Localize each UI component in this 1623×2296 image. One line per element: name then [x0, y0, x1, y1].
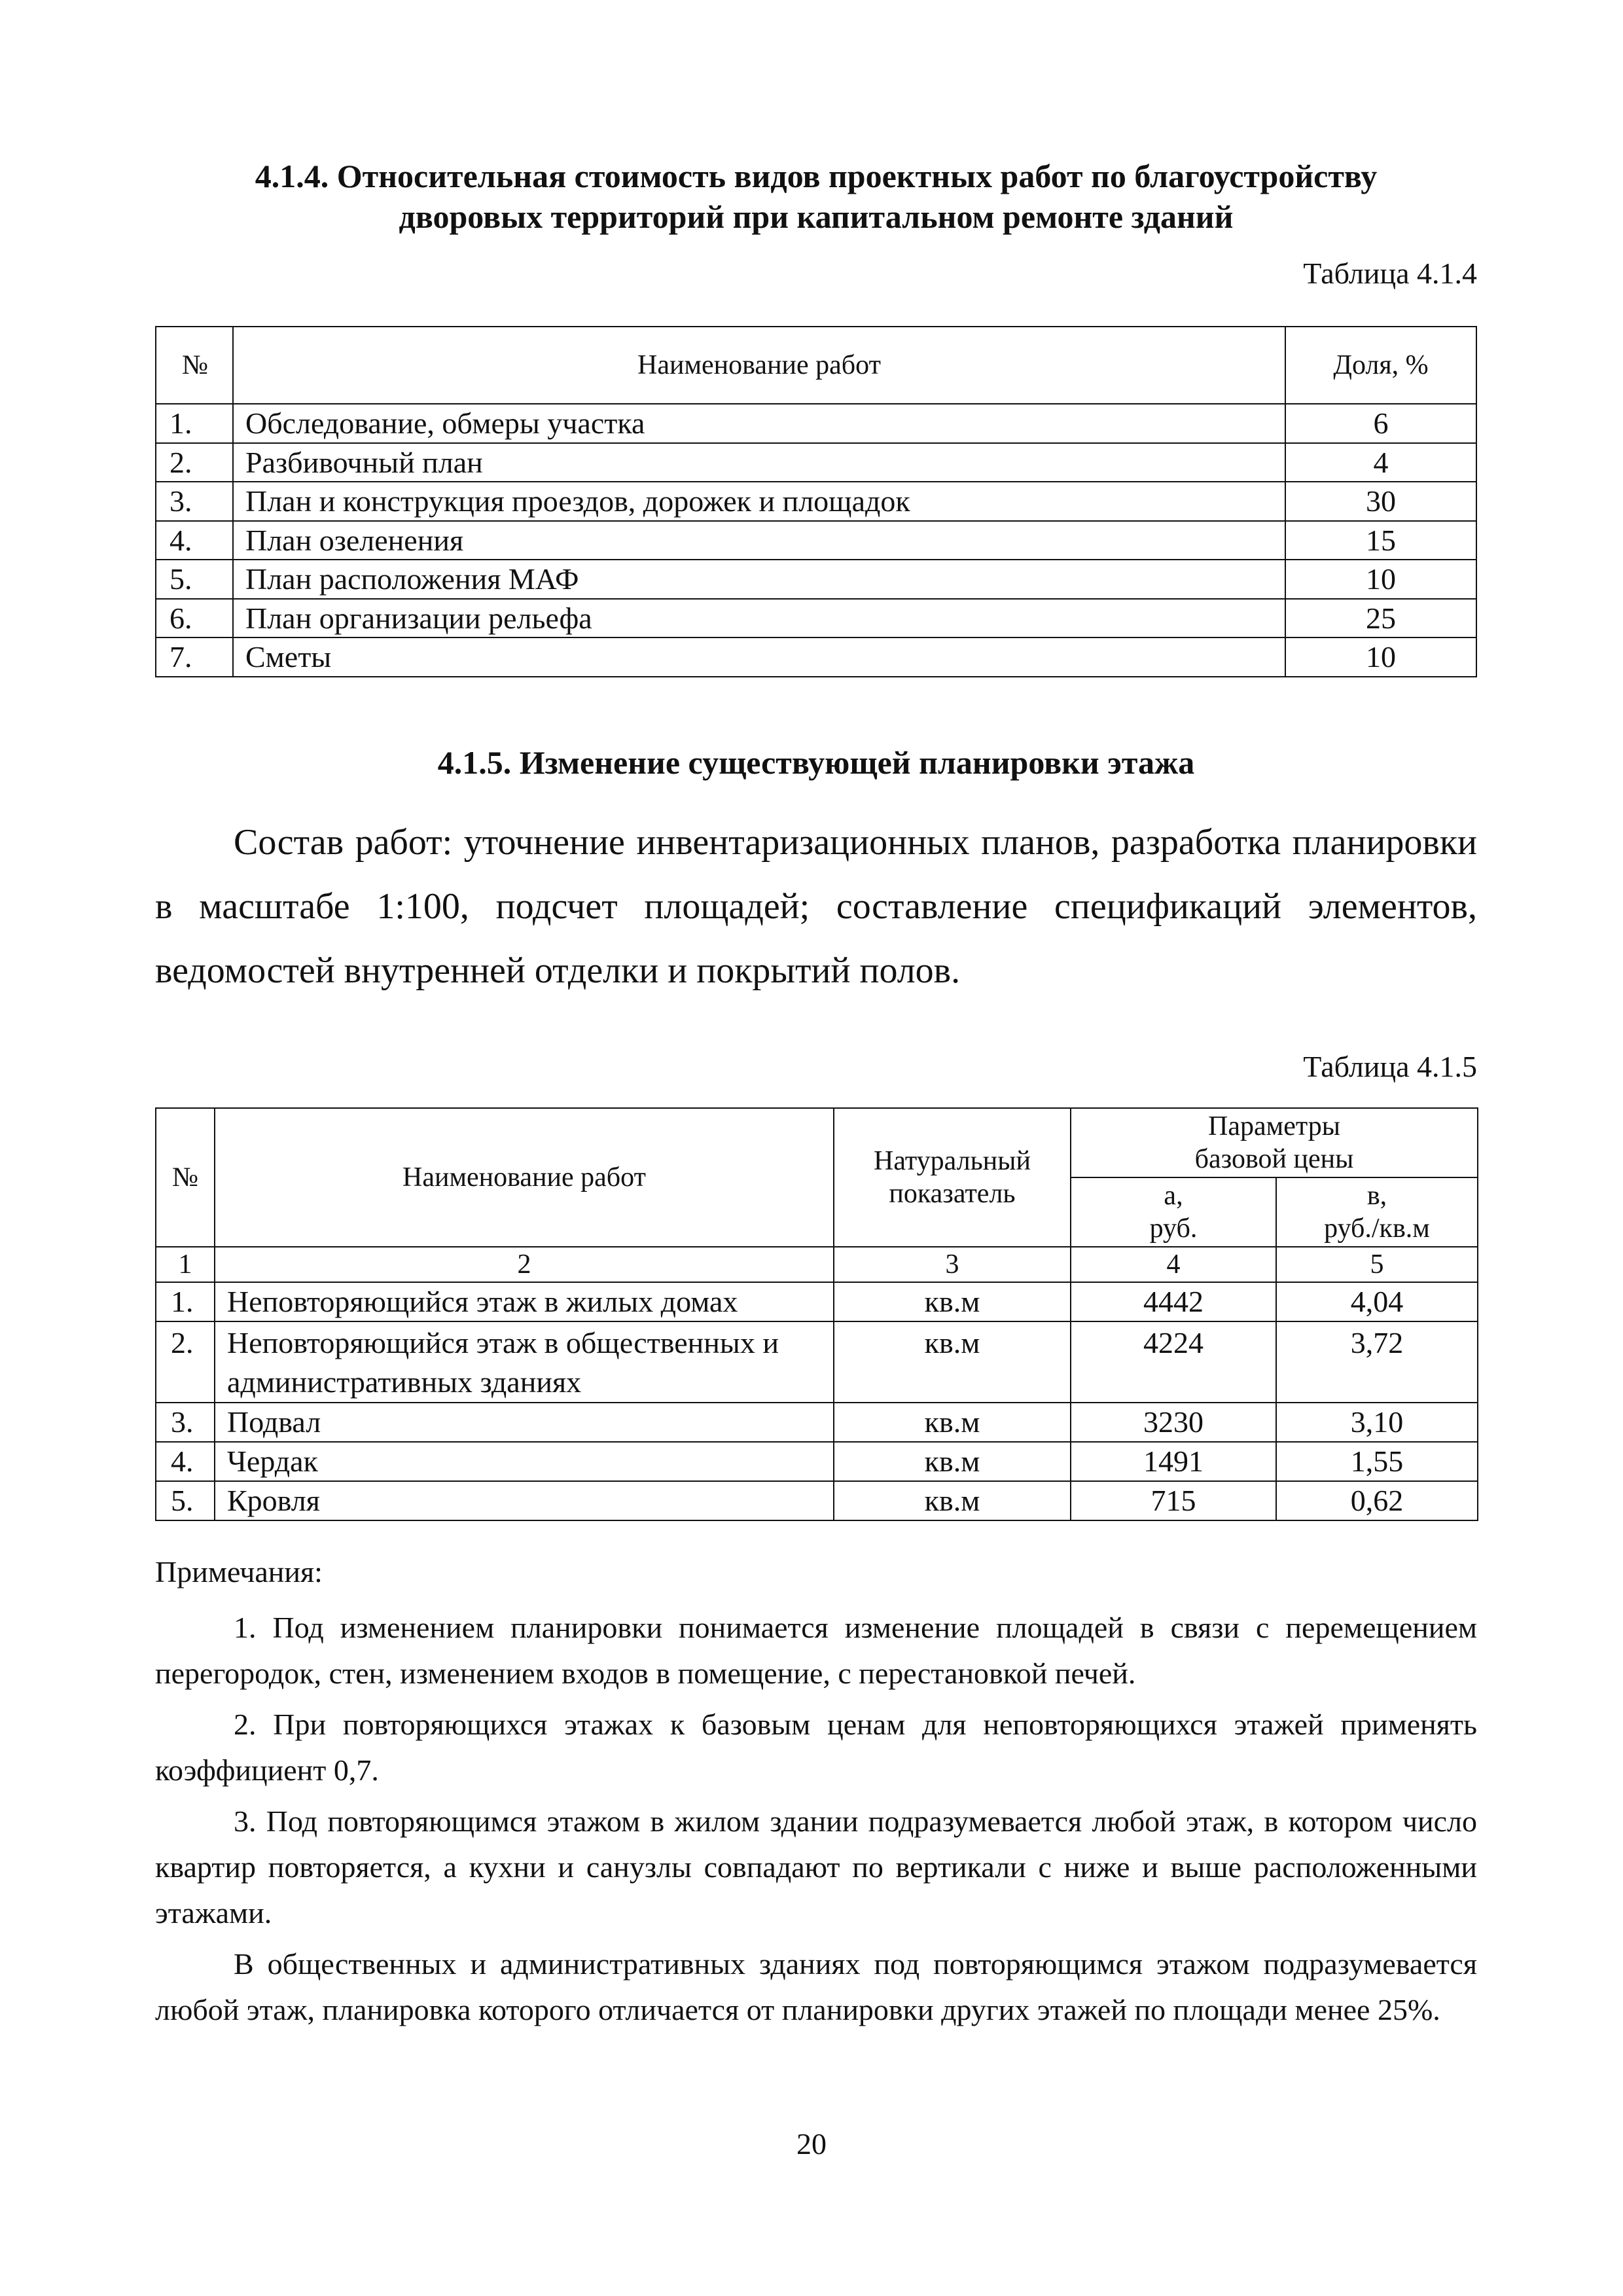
- heading-line-2: дворовых территорий при капитальном ремонте зданий: [399, 198, 1234, 235]
- row-name: Сметы: [233, 637, 1285, 677]
- row-name: Неповторяющийся этаж в общественных и административных зданиях: [215, 1321, 834, 1403]
- table-header-row: [156, 1108, 1478, 1177]
- row-name: Обследование, обмеры участка: [233, 404, 1285, 443]
- note-3: 3. Под повторяющимся этажом в жилом здании подразумевается любой этаж, в котором число квартир повторяется, а кухни и санузлы совпадают по вертикали с ниже и выше расположенными этажами.: [155, 1804, 1477, 1929]
- row-price-a: 1491: [1071, 1442, 1276, 1481]
- column-number: 3: [834, 1247, 1071, 1282]
- row-unit: кв.м: [834, 1403, 1071, 1442]
- column-number: 2: [215, 1247, 834, 1282]
- row-share: 6: [1285, 404, 1476, 443]
- row-name: План озеленения: [233, 521, 1285, 560]
- row-share: 15: [1285, 521, 1476, 560]
- row-name: Неповторяющийся этаж в жилых домах: [215, 1282, 834, 1321]
- column-header-params: [1071, 1108, 1478, 1177]
- row-name: План расположения МАФ: [233, 560, 1285, 599]
- unit-header-text: Натуральный показатель: [874, 1146, 1031, 1209]
- row-price-b: 4,04: [1276, 1282, 1478, 1321]
- row-share: 10: [1285, 560, 1476, 599]
- column-header-unit: [834, 1108, 1071, 1247]
- row-number: 6.: [156, 599, 233, 638]
- row-name: Кровля: [215, 1481, 834, 1520]
- row-number: 3.: [156, 1403, 215, 1442]
- row-name: План организации рельефа: [233, 599, 1285, 638]
- row-unit: кв.м: [834, 1321, 1071, 1403]
- column-header-number: №: [156, 1108, 215, 1247]
- params-header-line-2: базовой цены: [1194, 1144, 1354, 1174]
- row-number: 5.: [156, 1481, 215, 1520]
- heading-line-1: 4.1.4. Относительная стоимость видов проектных работ по благоустройству: [255, 158, 1378, 194]
- table-header-row: [156, 327, 1476, 404]
- table-row: [156, 637, 1476, 677]
- params-header-line-1: Параметры: [1208, 1111, 1340, 1141]
- b-header-line-2: руб./кв.м: [1324, 1213, 1430, 1244]
- table-row: [156, 1442, 1478, 1481]
- column-header-share: Доля, %: [1285, 327, 1476, 404]
- table-4-1-5-caption: Таблица 4.1.5: [1303, 1050, 1477, 1083]
- row-name: Чердак: [215, 1442, 834, 1481]
- row-number: 3.: [156, 482, 233, 521]
- row-price-b: 3,10: [1276, 1403, 1478, 1442]
- row-number: 2.: [156, 443, 233, 482]
- table-row: [156, 1481, 1478, 1520]
- column-number: 5: [1276, 1247, 1478, 1282]
- table-4-1-4: [155, 326, 1477, 677]
- section-4-1-5-heading: [155, 742, 1477, 783]
- note-4: В общественных и административных зданиях под повторяющимся этажом подразумевается любой этаж, планировка которого отличается от планировки других этажей по площади менее 25%.: [155, 1947, 1477, 2026]
- row-number: 7.: [156, 637, 233, 677]
- row-number: 4.: [156, 1442, 215, 1481]
- notes-title: Примечания:: [155, 1555, 323, 1588]
- table-row: [156, 1403, 1478, 1442]
- table-row: [156, 443, 1476, 482]
- table-row: [156, 521, 1476, 560]
- row-price-b: 1,55: [1276, 1442, 1478, 1481]
- note-2: 2. При повторяющихся этажах к базовым ценам для неповторяющихся этажей применять коэффициент 0,7.: [155, 1708, 1477, 1787]
- row-price-a: 715: [1071, 1481, 1276, 1520]
- row-number: 4.: [156, 521, 233, 560]
- column-header-name: Наименование работ: [233, 327, 1285, 404]
- column-header-name: Наименование работ: [215, 1108, 834, 1247]
- heading-text: 4.1.5. Изменение существующей планировки этажа: [437, 744, 1195, 781]
- page-number: 20: [796, 2127, 827, 2161]
- note-1: 1. Под изменением планировки понимается изменение площадей в связи с перемещением перегородок, стен, изменением входов в помещение, с перестановкой печей.: [155, 1611, 1477, 1690]
- table-row: [156, 560, 1476, 599]
- row-price-b: 3,72: [1276, 1321, 1478, 1403]
- row-number: 1.: [156, 1282, 215, 1321]
- b-header-line-1: в,: [1366, 1181, 1387, 1211]
- table-4-1-4-caption: Таблица 4.1.4: [1303, 257, 1477, 290]
- row-share: 30: [1285, 482, 1476, 521]
- row-name: План и конструкция проездов, дорожек и площадок: [233, 482, 1285, 521]
- a-header-line-2: руб.: [1149, 1213, 1198, 1244]
- row-price-b: 0,62: [1276, 1481, 1478, 1520]
- row-unit: кв.м: [834, 1442, 1071, 1481]
- table-row: [156, 404, 1476, 443]
- column-number: 1: [156, 1247, 215, 1282]
- table-row: [156, 1321, 1478, 1403]
- section-4-1-4-heading: [155, 156, 1477, 237]
- row-share: 10: [1285, 637, 1476, 677]
- column-number: 4: [1071, 1247, 1276, 1282]
- row-share: 4: [1285, 443, 1476, 482]
- column-number-row: [156, 1247, 1478, 1282]
- row-price-a: 3230: [1071, 1403, 1276, 1442]
- row-unit: кв.м: [834, 1481, 1071, 1520]
- table-row: [156, 1282, 1478, 1321]
- column-header-a: [1071, 1177, 1276, 1247]
- row-unit: кв.м: [834, 1282, 1071, 1321]
- row-share: 25: [1285, 599, 1476, 638]
- row-price-a: 4224: [1071, 1321, 1276, 1403]
- row-number: 5.: [156, 560, 233, 599]
- a-header-line-1: а,: [1164, 1181, 1183, 1211]
- row-price-a: 4442: [1071, 1282, 1276, 1321]
- row-name: Разбивочный план: [233, 443, 1285, 482]
- column-header-number: №: [156, 327, 233, 404]
- row-number: 2.: [156, 1321, 215, 1403]
- row-name: Подвал: [215, 1403, 834, 1442]
- composition-paragraph: Состав работ: уточнение инвентаризационных планов, разработка планировки в масштабе 1:100, подсчет площадей; составление спецификаций элементов, ведомостей внутренней отделки и покрытий полов.: [155, 822, 1477, 991]
- table-row: [156, 599, 1476, 638]
- row-number: 1.: [156, 404, 233, 443]
- table-4-1-5: [155, 1107, 1478, 1521]
- column-header-b: [1276, 1177, 1478, 1247]
- table-row: [156, 482, 1476, 521]
